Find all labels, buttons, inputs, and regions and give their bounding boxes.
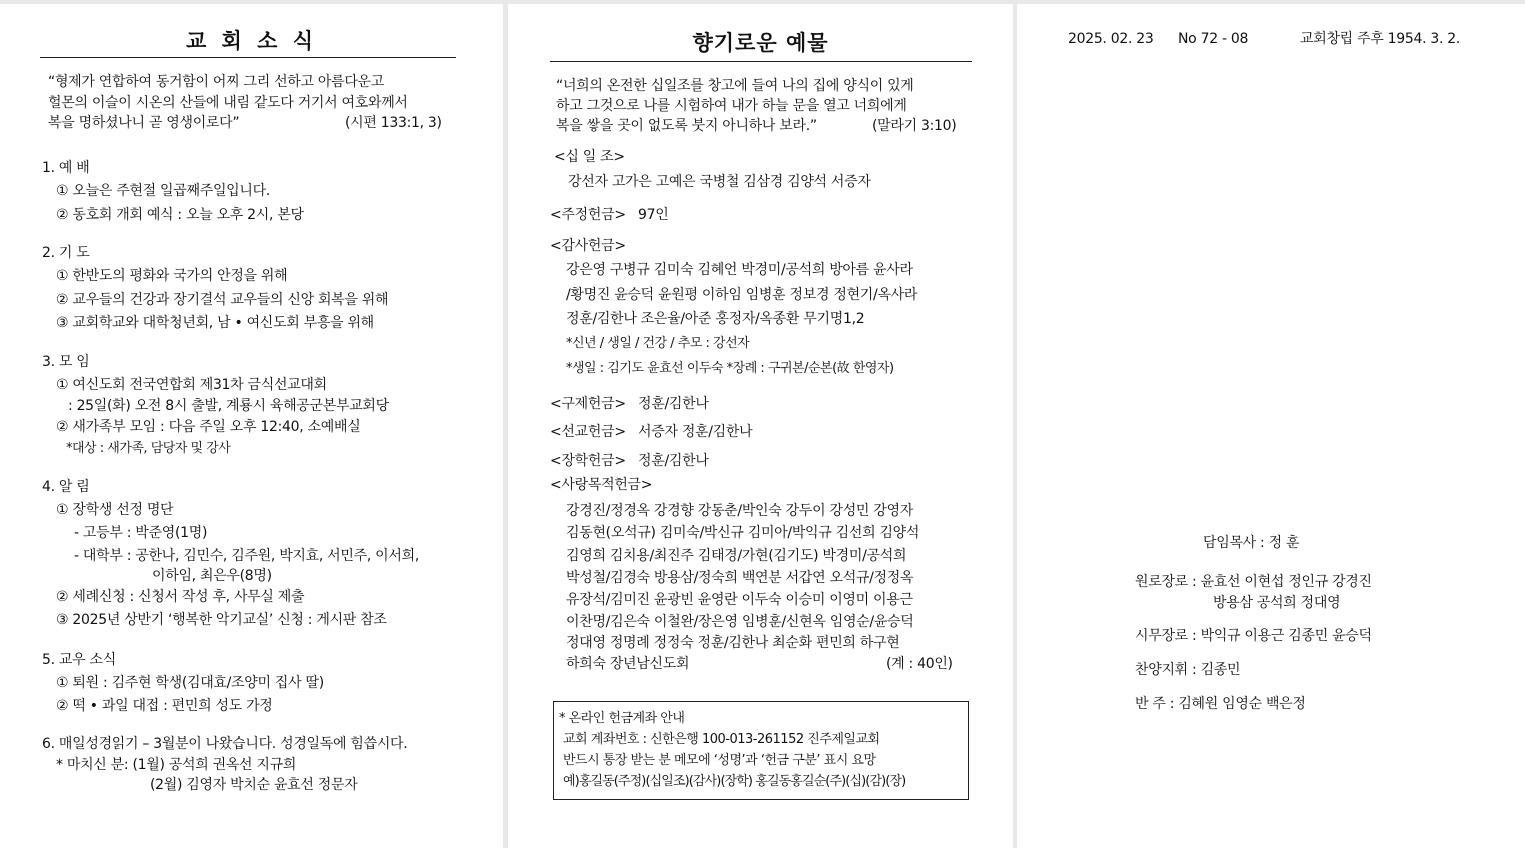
thanks-names: 정훈/김한나 조은율/아준 홍정자/옥종환 무기명1,2 xyxy=(566,311,865,327)
elders-emeritus: 방용삼 공석희 정대영 xyxy=(1213,595,1341,611)
news-verse-line: 헐몬의 이슬이 시온의 산들에 내림 같도다 거기서 여호와께서 xyxy=(48,95,408,111)
scholarship-label: <장학헌금> xyxy=(550,453,626,469)
serving-elders: 시무장로 : 박익규 이용근 김종민 윤승덕 xyxy=(1135,628,1372,644)
members-heading: 5. 교우 소식 xyxy=(42,652,116,668)
online-account-line: 예)홍길동(주정)(십일조)(감사)(장학) 홍길동홍길순(주)(십)(감)(장) xyxy=(563,774,906,789)
church-news-column xyxy=(0,4,503,848)
prayer-heading: 2. 기 도 xyxy=(42,245,90,261)
worship-item: ① 오늘은 주현절 일곱째주일입니다. xyxy=(56,183,270,199)
love-offering-names: 김동현(오석규) 김미숙/박신규 김미아/박익규 김선희 김양석 xyxy=(566,525,920,541)
news-verse-reference: (시편 133:1, 3) xyxy=(345,115,442,131)
worship-heading: 1. 예 배 xyxy=(42,160,90,176)
love-offering-names: 유장석/김미진 윤광빈 윤영란 이두숙 이승미 이영미 이용근 xyxy=(566,592,913,608)
members-item: ① 퇴원 : 김주현 학생(김대효/조양미 집사 딸) xyxy=(56,675,324,691)
online-account-line: 교회 계좌번호 : 신한은행 100-013-261152 진주제일교회 xyxy=(563,732,880,747)
meeting-item: : 25일(화) 오전 8시 출발, 계룡시 육해공군본부교회당 xyxy=(68,398,389,414)
tithe-names: 강선자 고가은 고예은 국병철 김삼경 김양석 서증자 xyxy=(568,174,871,190)
prayer-item: ② 교우들의 건강과 장기결석 교우들의 신앙 회복을 위해 xyxy=(56,292,389,308)
senior-pastor: 담임목사 : 정 훈 xyxy=(1203,535,1300,551)
news-verse-line: 복을 명하셨나니 곧 영생이로다” xyxy=(48,115,240,131)
notice-item: 이하임, 최은우(8명) xyxy=(152,568,272,584)
mission-names: 서증자 정훈/김한나 xyxy=(638,424,753,440)
church-news-title: 교 회 소 식 xyxy=(185,29,318,53)
worship-item: ② 동호회 개회 예식 : 오늘 오후 2시, 본당 xyxy=(56,207,304,223)
love-offering-names: 김영희 김치용/최진주 김태경/가현(김기도) 박경미/공석희 xyxy=(566,548,907,564)
love-offering-names: 강경진/정경옥 강경향 강동춘/박인숙 강두이 강성민 강영자 xyxy=(566,503,913,519)
offering-title: 향기로운 예물 xyxy=(692,31,829,55)
church-info-column xyxy=(1017,4,1525,848)
offering-verse-line: “너희의 온전한 십일조를 창고에 들여 나의 집에 양식이 있게 xyxy=(556,78,914,94)
members-item: ② 떡 • 과일 대접 : 편민희 성도 가정 xyxy=(56,698,273,714)
mission-label: <선교헌금> xyxy=(550,424,626,440)
title-underline xyxy=(40,57,456,58)
love-offering-total: (계 : 40인) xyxy=(886,656,953,672)
prayer-item: ③ 교회학교와 대학청년회, 남 • 여신도회 부흥을 위해 xyxy=(56,315,374,331)
title-underline xyxy=(550,61,972,62)
thanks-names: /황명진 윤승덕 윤원평 이하임 임병훈 정보경 정현기/옥사라 xyxy=(566,287,918,303)
thanks-note: *신년 / 생일 / 건강 / 추모 : 강선자 xyxy=(566,336,750,351)
weekly-label: <주정헌금> xyxy=(550,207,626,223)
offering-verse-line: 복을 쌓을 곳이 없도록 붓지 아니하나 보라.” xyxy=(556,118,817,134)
notice-item: ③ 2025년 상반기 ‘행복한 악기교실’ 신청 : 게시판 참조 xyxy=(56,612,387,628)
notice-item: ② 세례신청 : 신청서 작성 후, 사무실 제출 xyxy=(56,589,305,605)
choir-director: 찬양지휘 : 김종민 xyxy=(1135,662,1241,678)
scholarship-names: 정훈/김한나 xyxy=(638,453,709,469)
online-account-line: 반드시 통장 받는 분 메모에 ‘성명’과 ‘헌금 구분’ 표시 요망 xyxy=(563,753,876,768)
notice-item: - 고등부 : 박준영(1명) xyxy=(74,525,208,541)
bible-item: (2월) 김영자 박치순 윤효선 정문자 xyxy=(150,777,358,793)
notice-heading: 4. 알 림 xyxy=(42,479,90,495)
bulletin-number: No 72 - 08 xyxy=(1178,31,1249,47)
love-offering-names: 하희숙 장년남신도회 xyxy=(566,656,690,672)
prayer-item: ① 한반도의 평화와 국가의 안정을 위해 xyxy=(56,268,288,284)
bible-heading: 6. 매일성경읽기 – 3월분이 나왔습니다. 성경일독에 힘씁시다. xyxy=(42,736,408,752)
relief-names: 정훈/김한나 xyxy=(638,396,709,412)
bible-item: * 마치신 분: (1월) 공석희 권옥선 지규희 xyxy=(56,757,297,773)
online-account-line: * 온라인 헌금계좌 안내 xyxy=(559,711,685,726)
offering-column xyxy=(508,4,1013,848)
notice-item: ① 장학생 선정 명단 xyxy=(56,502,174,518)
meeting-heading: 3. 모 임 xyxy=(42,354,90,370)
tithe-label: <십 일 조> xyxy=(554,149,625,165)
thanks-label: <감사헌금> xyxy=(550,238,626,254)
accompanists: 반 주 : 김혜원 임영순 백은정 xyxy=(1135,696,1306,712)
love-offering-label: <사랑목적헌금> xyxy=(550,477,653,493)
meeting-item: ② 새가족부 모임 : 다음 주일 오후 12:40, 소예배실 xyxy=(56,419,361,435)
offering-verse-line: 하고 그것으로 나를 시험하여 내가 하늘 문을 열고 너희에게 xyxy=(556,98,907,114)
church-founded: 교회창립 주후 1954. 3. 2. xyxy=(1300,31,1461,47)
relief-label: <구제헌금> xyxy=(550,396,626,412)
love-offering-names: 박성철/김경숙 방용삼/정숙희 백연분 서갑연 오석규/정정옥 xyxy=(566,570,914,586)
love-offering-names: 이찬명/김은숙 이철완/장은영 임병훈/신현옥 임영순/윤승덕 xyxy=(566,614,914,630)
offering-verse-reference: (말라기 3:10) xyxy=(872,118,957,134)
thanks-note: *생일 : 김기도 윤효선 이두숙 *장례 : 구귀본/순본(故 한영자) xyxy=(566,361,894,376)
bulletin-date: 2025. 02. 23 xyxy=(1068,31,1154,47)
news-verse-line: “형제가 연합하여 동거함이 어찌 그리 선하고 아름다운고 xyxy=(48,74,385,90)
meeting-item: ① 여신도회 전국연합회 제31차 금식선교대회 xyxy=(56,377,327,393)
weekly-value: 97인 xyxy=(638,207,669,223)
thanks-names: 강은영 구병규 김미숙 김혜언 박경미/공석희 방아름 윤사라 xyxy=(566,262,913,278)
meeting-item: *대상 : 새가족, 담당자 및 강사 xyxy=(66,441,231,456)
notice-item: - 대학부 : 공한나, 김민수, 김주원, 박지효, 서민주, 이서희, xyxy=(74,548,419,564)
love-offering-names: 정대영 정명례 정정숙 정훈/김한나 최순화 편민희 하구현 xyxy=(566,635,900,651)
elders-emeritus: 원로장로 : 윤효선 이현섭 정인규 강경진 xyxy=(1135,574,1372,590)
online-account-box xyxy=(553,701,969,800)
